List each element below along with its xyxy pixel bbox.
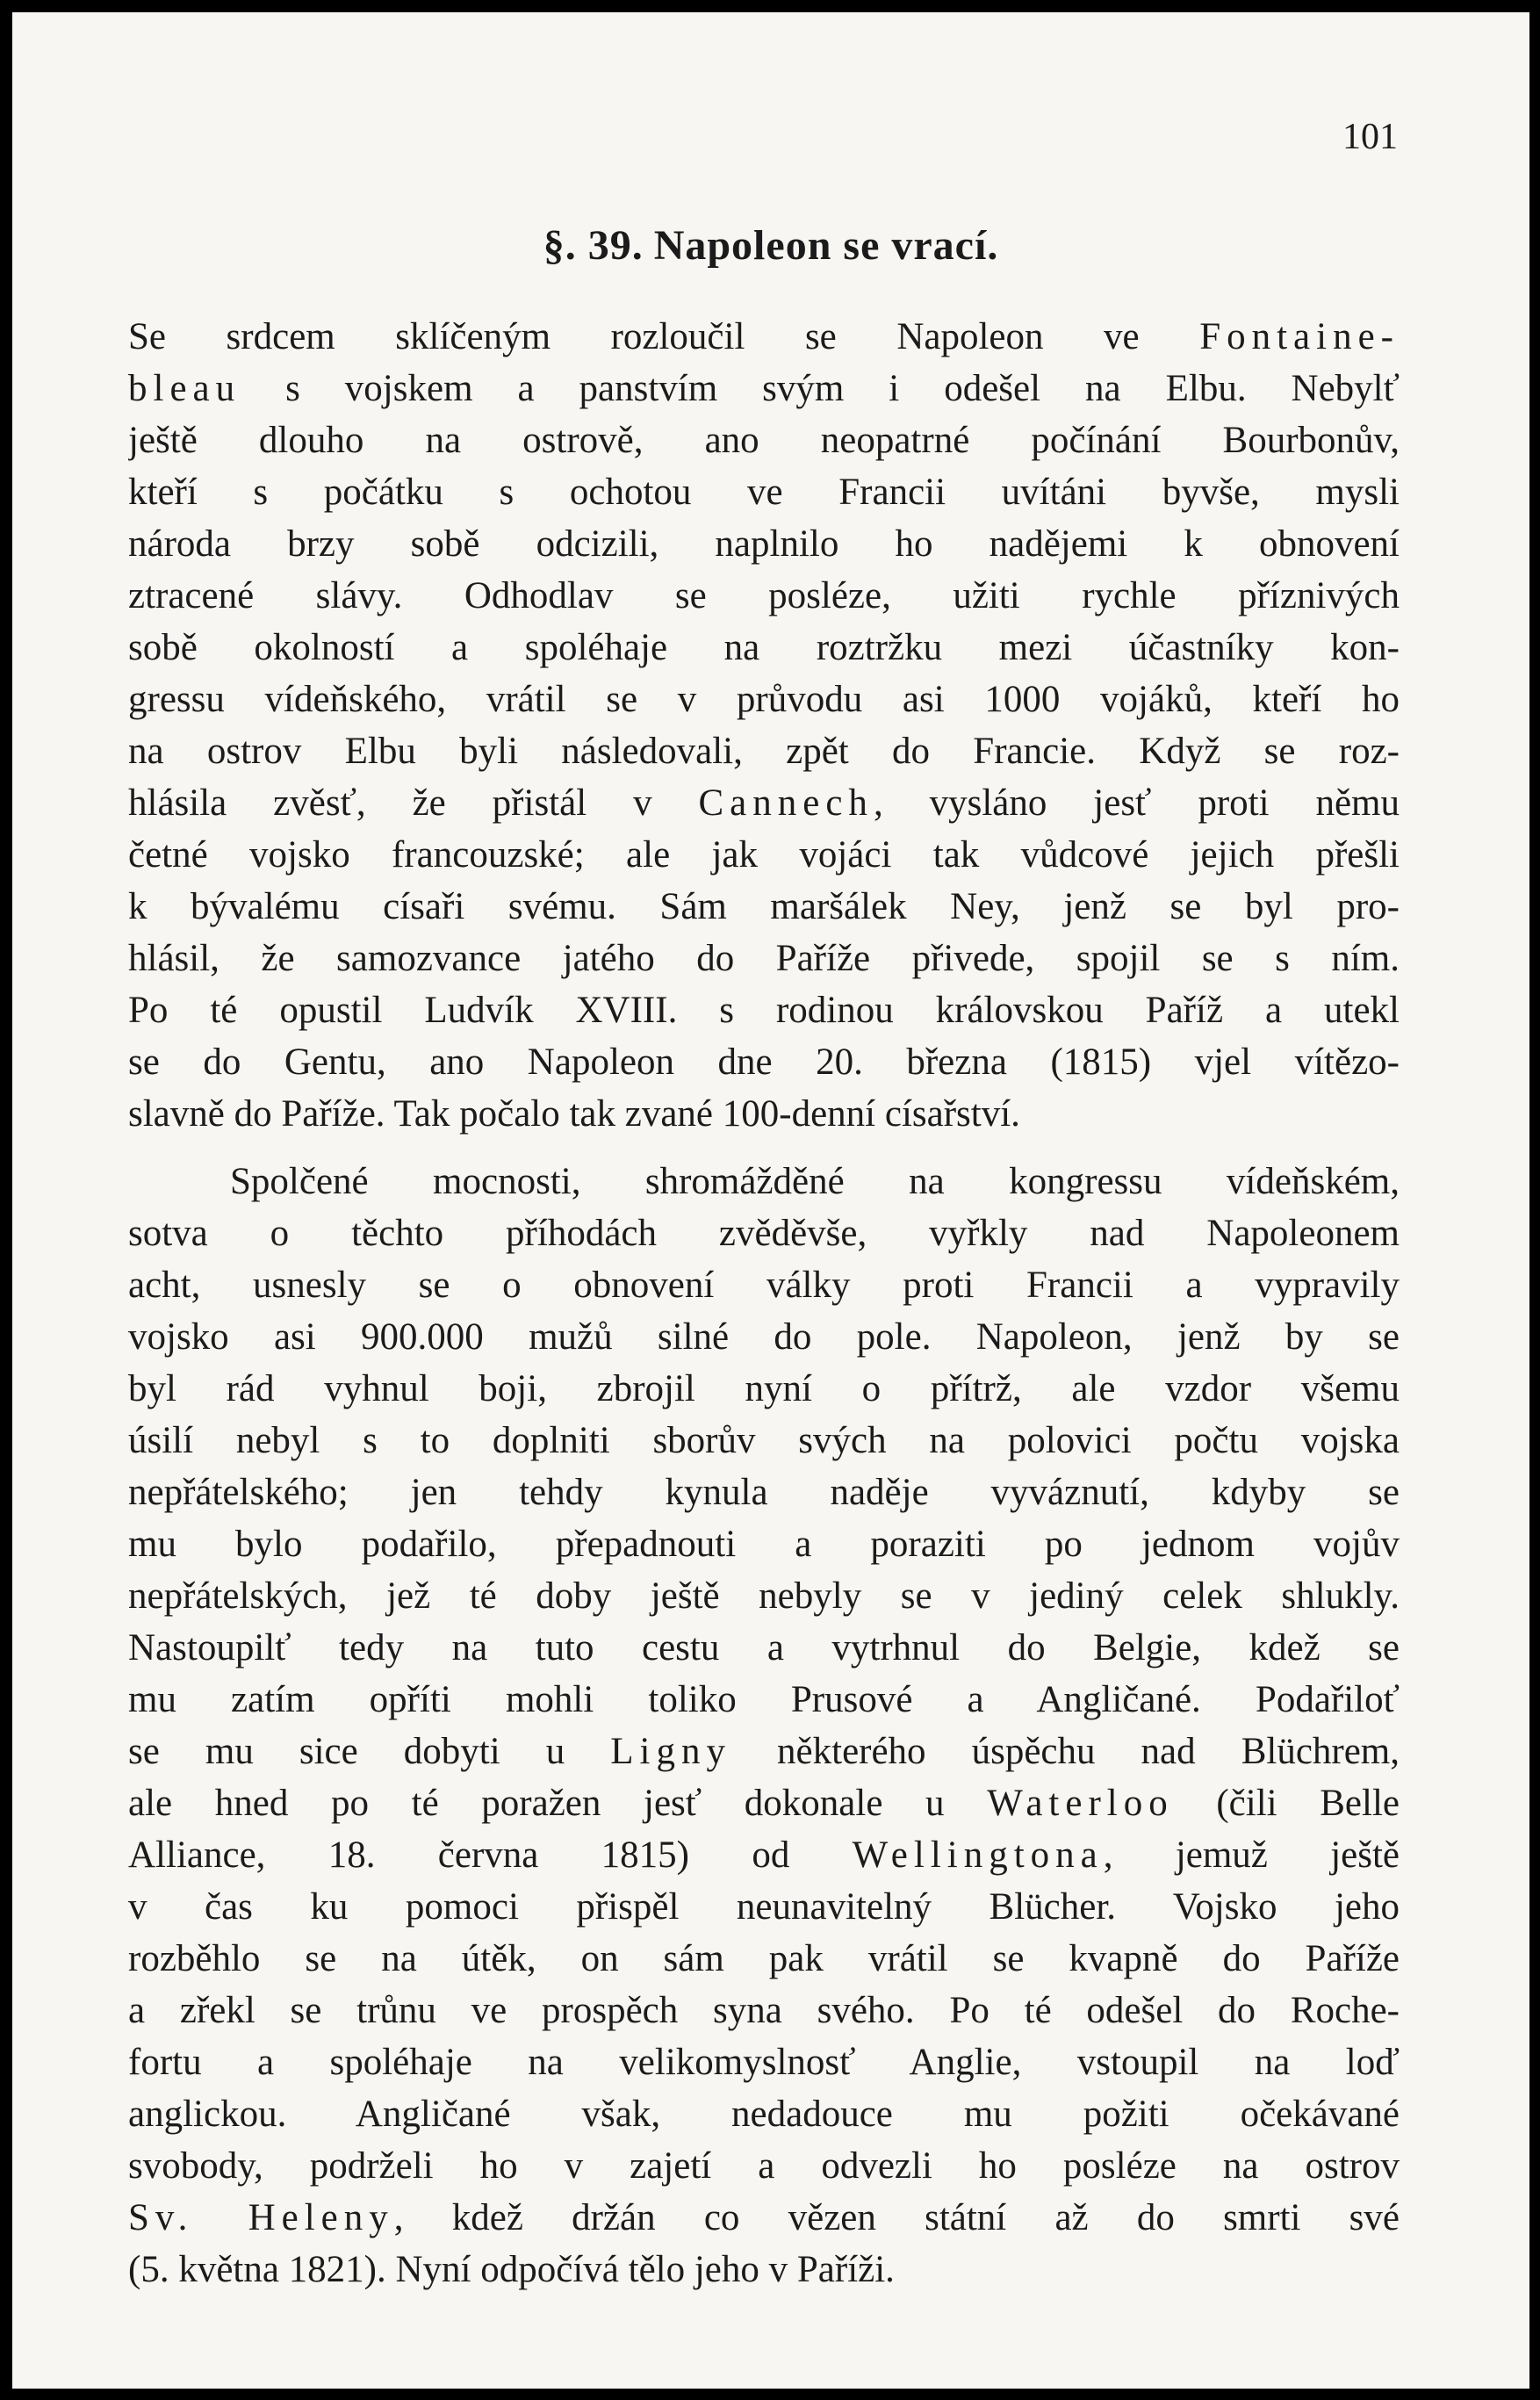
spaced-name: Ligny <box>610 1731 731 1772</box>
text-line <box>128 1088 1400 1140</box>
text-line <box>128 311 1400 363</box>
text-run: vojsko asi 900.000 mužů silné do pole. Napoleon, jenž by se <box>128 1316 1400 1358</box>
text-run: Se srdcem sklíčeným rozloučil se Napoleon ve <box>128 316 1200 357</box>
text-run: Nastoupilť tedy na tuto cestu a vytrhnul do Belgie, kdež se <box>128 1627 1400 1668</box>
spaced-name: bleau <box>128 368 241 409</box>
text-run: sotva o těchto příhodách zvěděvše, vyřkly nad Napoleonem <box>128 1213 1400 1254</box>
text-line <box>128 1156 1400 1207</box>
text-run: Spolčené mocnosti, shromážděné na kongressu vídeňském, <box>230 1161 1400 1202</box>
text-line <box>128 2088 1400 2140</box>
text-run: nepřátelského; jen tehdy kynula naděje vyváznutí, kdyby se <box>128 1472 1400 1513</box>
text-run: (čili Belle <box>1173 1783 1400 1824</box>
text-line <box>128 1036 1400 1088</box>
text-line <box>128 829 1400 881</box>
text-line <box>128 1829 1400 1881</box>
text-run: fortu a spoléhaje na velikomyslnosť Anglie, vstoupil na loď <box>128 2042 1400 2083</box>
text-run: ale hned po té poražen jesť dokonale u <box>128 1783 988 1824</box>
text-run: četné vojsko francouzské; ale jak vojáci tak vůdcové jejich přešli <box>128 834 1400 876</box>
text-line <box>128 518 1400 570</box>
text-line <box>128 1726 1400 1777</box>
text-run: hlásil, že samozvance jatého do Paříže přivede, spojil se s ním. <box>128 938 1400 979</box>
text-run: acht, usnesly se o obnovení války proti Francii a vypravily <box>128 1265 1400 1306</box>
text-run: (5. května 1821). Nyní odpočívá tělo jeho v Paříži. <box>128 2249 895 2290</box>
text-line <box>128 1467 1400 1518</box>
spaced-name: Sv. Heleny <box>128 2197 394 2238</box>
text-line <box>128 1933 1400 1985</box>
text-run: , vysláno jesť proti němu <box>873 782 1400 824</box>
text-line <box>128 933 1400 984</box>
text-run: v čas ku pomoci přispěl neunavitelný Blücher. Vojsko jeho <box>128 1886 1400 1928</box>
spaced-name: Wellingtona <box>852 1834 1104 1876</box>
text-run: hlásila zvěsť, že přistál v <box>128 782 699 824</box>
text-line <box>128 2140 1400 2192</box>
paragraph <box>128 311 1400 1140</box>
paragraph <box>128 1156 1400 2295</box>
text-line <box>128 1207 1400 1259</box>
text-run: nepřátelských, jež té doby ještě nebyly se v jediný celek shlukly. <box>128 1575 1400 1617</box>
body-text <box>128 311 1400 2295</box>
text-run: , jemuž ještě <box>1103 1834 1400 1876</box>
text-line <box>128 674 1400 725</box>
text-run: mu bylo podařilo, přepadnouti a poraziti po jednom vojův <box>128 1524 1400 1565</box>
text-line <box>128 1985 1400 2036</box>
spaced-name: Fontaine- <box>1199 316 1400 357</box>
text-line <box>128 1363 1400 1415</box>
text-run: úsilí nebyl s to doplniti sborův svých na polovici počtu vojska <box>128 1420 1400 1461</box>
section-heading <box>12 221 1529 270</box>
text-run: se mu sice dobyti u <box>128 1731 611 1772</box>
text-run: rozběhlo se na útěk, on sám pak vrátil se kvapně do Paříže <box>128 1938 1400 1979</box>
text-line <box>128 1311 1400 1363</box>
text-line <box>128 414 1400 466</box>
spaced-name: Cannech <box>698 782 874 824</box>
text-line <box>128 1259 1400 1311</box>
text-run: gressu vídeňského, vrátil se v průvodu asi 1000 vojáků, kteří ho <box>128 679 1400 720</box>
text-run: národa brzy sobě odcizili, naplnilo ho nadějemi k obnovení <box>128 523 1400 565</box>
text-line <box>128 2244 1400 2295</box>
text-run: , kdež držán co vězen státní až do smrti své <box>393 2197 1400 2238</box>
text-run: Alliance, 18. června 1815) od <box>128 1834 853 1876</box>
text-run: Po té opustil Ludvík XVIII. s rodinou královskou Paříž a utekl <box>128 990 1400 1031</box>
section-title: Napoleon se vrací. <box>653 222 999 269</box>
text-line <box>128 622 1400 674</box>
text-line <box>128 1518 1400 1570</box>
section-number: §. 39. <box>543 222 644 269</box>
text-run: sobě okolností a spoléhaje na roztržku mezi účastníky kon- <box>128 627 1400 668</box>
text-line <box>128 777 1400 829</box>
text-run: ztracené slávy. Odhodlav se posléze, užiti rychle příznivých <box>128 575 1400 616</box>
text-run: ještě dlouho na ostrově, ano neopatrné počínání Bourbonův, <box>128 420 1400 461</box>
text-line <box>128 984 1400 1036</box>
text-line <box>128 1777 1400 1829</box>
text-run: mu zatím opříti mohli toliko Prusové a Angličané. Podařiloť <box>128 1679 1400 1720</box>
text-run: slavně do Paříže. Tak počalo tak zvané 100-denní císařství. <box>128 1093 1020 1135</box>
text-run: k bývalému císaři svému. Sám maršálek Ney, jenž se byl pro- <box>128 886 1400 927</box>
text-line <box>128 1881 1400 1933</box>
spaced-name: Waterloo <box>987 1783 1174 1824</box>
text-run: s vojskem a panstvím svým i odešel na Elbu. Nebylť <box>241 368 1400 409</box>
book-page <box>12 12 1529 2389</box>
text-line <box>128 1674 1400 1726</box>
text-run: některého úspěchu nad Blüchrem, <box>730 1731 1400 1772</box>
text-line <box>128 881 1400 933</box>
text-run: kteří s počátku s ochotou ve Francii uvítáni byvše, mysli <box>128 472 1400 513</box>
text-run: se do Gentu, ano Napoleon dne 20. března (1815) vjel vítězo- <box>128 1041 1400 1083</box>
text-line <box>128 725 1400 777</box>
text-line <box>128 2036 1400 2088</box>
text-run: a zřekl se trůnu ve prospěch syna svého. Po té odešel do Roche- <box>128 1990 1400 2031</box>
text-line <box>128 1622 1400 1674</box>
text-line <box>128 570 1400 622</box>
text-run: na ostrov Elbu byli následovali, zpět do Francie. Když se roz- <box>128 731 1400 772</box>
page-number: 101 <box>1342 117 1398 157</box>
text-line <box>128 1415 1400 1467</box>
text-line <box>128 363 1400 414</box>
text-line <box>128 2192 1400 2244</box>
text-line <box>128 466 1400 518</box>
text-run: svobody, podrželi ho v zajetí a odvezli ho posléze na ostrov <box>128 2145 1400 2187</box>
text-line <box>128 1570 1400 1622</box>
text-run: anglickou. Angličané však, nedadouce mu požiti očekávané <box>128 2094 1400 2135</box>
text-run: byl rád vyhnul boji, zbrojil nyní o přítrž, ale vzdor všemu <box>128 1368 1400 1409</box>
